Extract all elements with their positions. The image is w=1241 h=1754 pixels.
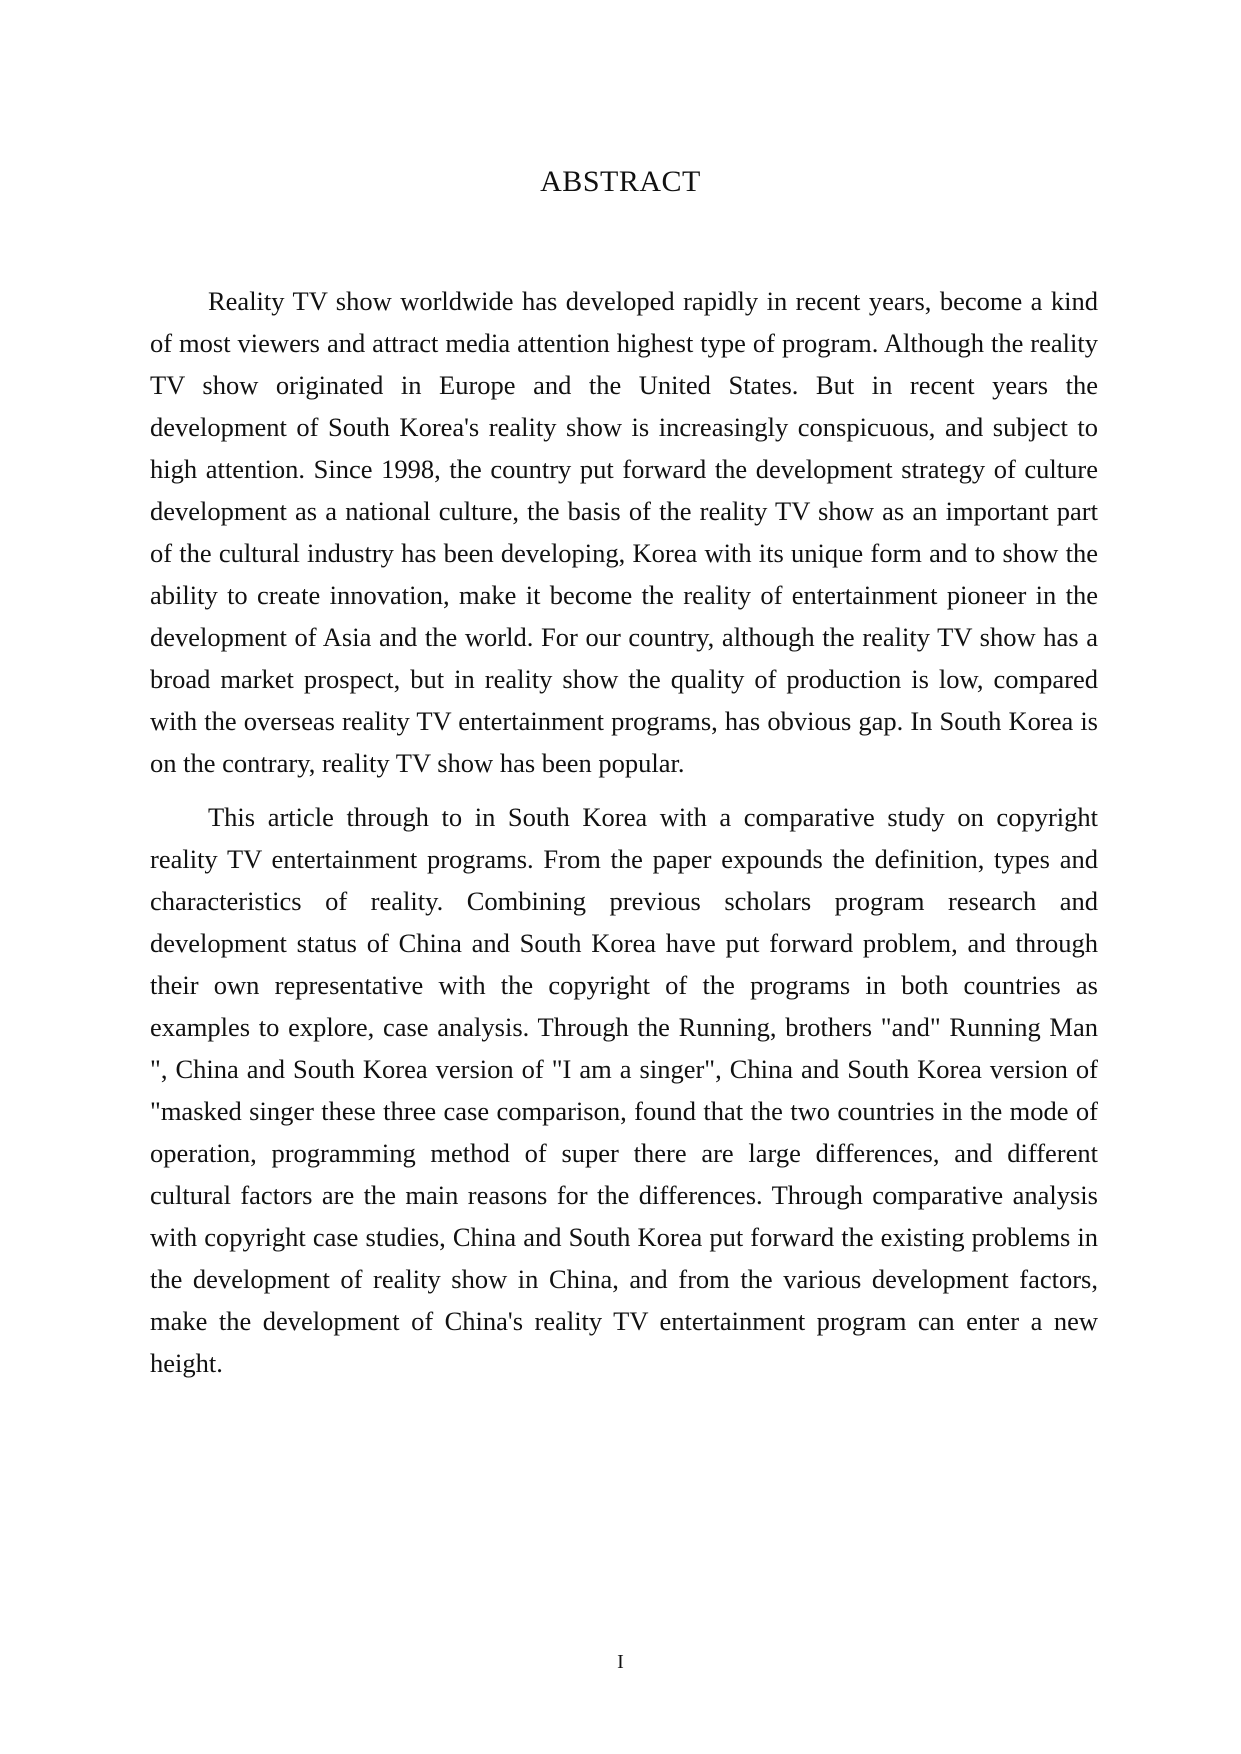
abstract-title: ABSTRACT <box>540 165 701 198</box>
abstract-body <box>150 280 1098 1384</box>
abstract-paragraph-2: This article through to in South Korea with a comparative study on copyright reality TV entertainment programs. From the paper expounds the definition, types and characteristics of reality. Combining previous scholars program research and development status of China and South Korea have put forward problem, and through their own representative with the copyright of the programs in both countries as examples to explore, case analysis. Through the Running, brothers "and" Running Man ", China and South Korea version of "I am a singer", China and South Korea version of "masked singer these three case comparison, found that the two countries in the mode of operation, programming method of super there are large differences, and different cultural factors are the main reasons for the differences. Through comparative analysis with copyright case studies, China and South Korea put forward the existing problems in the development of reality show in China, and from the various development factors, make the development of China's reality TV entertainment program can enter a new height. <box>150 802 1098 1378</box>
page-number: I <box>617 1651 624 1673</box>
abstract-paragraph-1: Reality TV show worldwide has developed rapidly in recent years, become a kind of most viewers and attract media attention highest type of program. Although the reality TV show originated in Europe and the United States. But in recent years the development of South Korea's reality show is increasingly conspicuous, and subject to high attention. Since 1998, the country put forward the development strategy of culture development as a national culture, the basis of the reality TV show as an important part of the cultural industry has been developing, Korea with its unique form and to show the ability to create innovation, make it become the reality of entertainment pioneer in the development of Asia and the world. For our country, although the reality TV show has a broad market prospect, but in reality show the quality of production is low, compared with the overseas reality TV entertainment programs, has obvious gap. In South Korea is on the contrary, reality TV show has been popular. <box>150 286 1098 778</box>
